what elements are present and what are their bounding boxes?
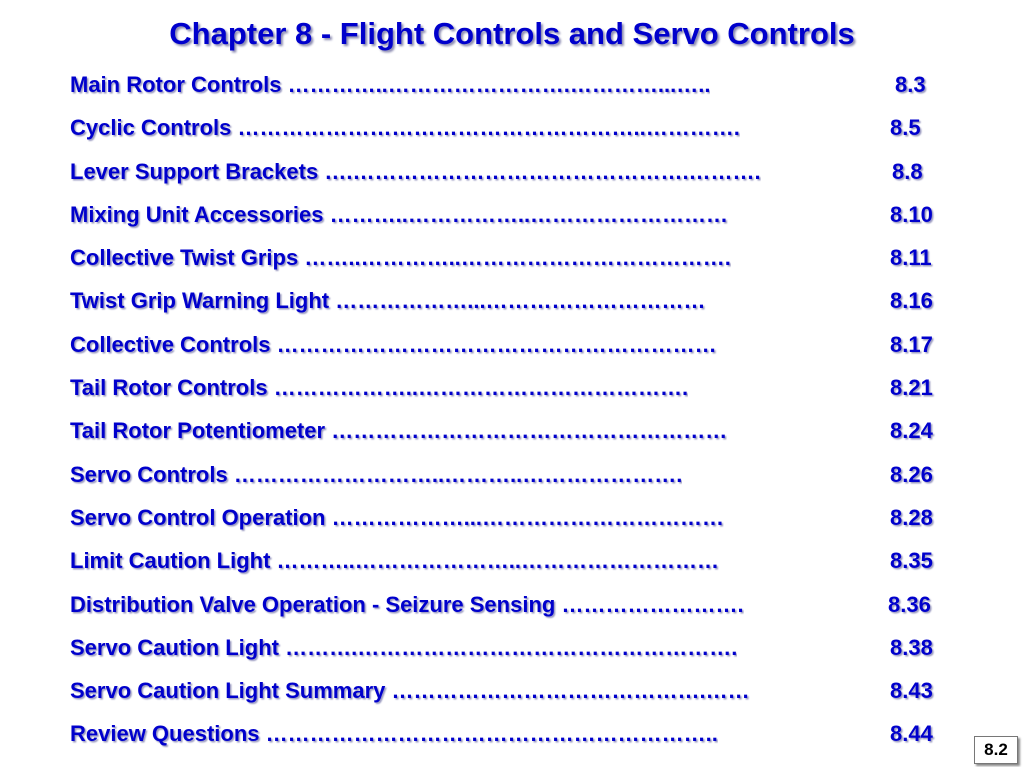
toc-entry-text	[70, 200, 728, 230]
toc-entry-text	[70, 590, 744, 620]
toc-entry-text	[70, 243, 731, 273]
toc-entry-title: Collective Controls	[70, 331, 271, 357]
toc-entry-leader-dots: ………………………………………………	[331, 418, 728, 444]
toc-entry-title: Distribution Valve Operation -	[70, 591, 386, 617]
toc-entry-text	[70, 113, 740, 143]
toc-entry-leader-dots: ……………………………………………………	[276, 331, 717, 357]
toc-entry-leader-dots: ……………………………………………………..	[265, 721, 718, 747]
toc-entry-text	[70, 373, 688, 403]
toc-entry-title: Tail Rotor Potentiometer	[70, 418, 326, 444]
toc-entry	[70, 633, 950, 676]
toc-entry-text	[70, 546, 719, 576]
toc-entry-page-number: 8.28	[890, 504, 933, 530]
toc-entry-text	[70, 416, 727, 446]
toc-entry-leader-dots: …………………….	[561, 591, 744, 617]
toc-entry-text	[70, 719, 718, 749]
toc-entry-page-number: 8.17	[890, 331, 933, 357]
toc-entry-text	[70, 286, 706, 316]
toc-entry	[70, 373, 950, 416]
toc-entry-page-number: 8.3	[895, 72, 926, 97]
toc-entry-page-number: 8.24	[890, 418, 933, 444]
toc-entry-subtitle: Seizure Sensing	[385, 591, 556, 617]
toc-entry-page-number: 8.26	[890, 461, 933, 487]
toc-entry	[70, 546, 950, 589]
toc-entry-page-number: 8.35	[890, 548, 933, 574]
toc-entry	[70, 243, 950, 286]
toc-entry-page-number: 8.36	[888, 591, 931, 617]
toc-entry-title: Servo Caution Light Summary	[70, 678, 386, 704]
toc-entry-title: Collective Twist Grips	[70, 245, 299, 271]
toc-entry-leader-dots: ………………...…………………………	[335, 288, 706, 314]
toc-entry-title: Lever Support Brackets	[70, 158, 319, 184]
toc-entry-title: Mixing Unit Accessories	[70, 201, 324, 227]
toc-entry-leader-dots: ………………………..………..………………….	[233, 461, 683, 487]
toc-entry-page-number: 8.38	[890, 634, 933, 660]
toc-entry-page-number: 8.44	[890, 721, 933, 747]
toc-entry-page-number: 8.10	[890, 201, 933, 227]
toc-entry-title: Servo Control Operation	[70, 504, 326, 530]
toc-entry	[70, 460, 950, 503]
toc-entry	[70, 590, 950, 633]
toc-entry-text	[70, 157, 761, 187]
toc-entry	[70, 416, 950, 459]
toc-entry	[70, 113, 950, 156]
page-title: Chapter 8 - Flight Controls and Servo Controls	[169, 16, 855, 51]
toc-entry	[70, 719, 950, 762]
toc-entry	[70, 70, 950, 113]
toc-entry-title: Servo Caution Light	[70, 634, 279, 660]
toc-entry-page-number: 8.43	[890, 678, 933, 704]
toc-entry	[70, 330, 950, 373]
toc-entry-title: Servo Controls	[70, 461, 228, 487]
toc-entry-leader-dots: ………..…………………..………………………	[276, 548, 719, 574]
toc-entry-text	[70, 633, 737, 663]
toc-entry-title: Cyclic Controls	[70, 115, 232, 141]
toc-entry	[70, 200, 950, 243]
toc-entry-page-number: 8.16	[890, 288, 933, 314]
toc-entry-text	[70, 330, 717, 360]
toc-entry-page-number: 8.8	[892, 158, 923, 184]
toc-entry-text	[70, 460, 682, 490]
toc-entry-leader-dots: ………..……………..………………………	[329, 201, 729, 227]
toc-entry-text	[70, 70, 710, 100]
toc-entry-leader-dots: ……..…………..……………………………….	[304, 245, 731, 271]
toc-entry-leader-dots: ……….…………………………………………….	[285, 634, 738, 660]
toc-entry-title: Main Rotor Controls	[70, 72, 282, 97]
toc-entry-text	[70, 676, 750, 706]
toc-entry-leader-dots: ….……………………………………….……….	[324, 158, 761, 184]
toc-entry-title: Twist Grip Warning Light	[70, 288, 330, 314]
toc-entry-leader-dots: ………………..……………………………….	[273, 375, 689, 401]
toc-entry-page-number: 8.11	[890, 245, 932, 271]
page-number-badge: 8.2	[974, 736, 1018, 764]
toc-entry-leader-dots: …………………………………….……	[391, 678, 750, 704]
toc-entry-title: Limit Caution Light	[70, 548, 271, 574]
toc-entry-text	[70, 503, 724, 533]
toc-entry-leader-dots: ………………………………………………..………….	[237, 115, 740, 141]
toc-entry-title: Tail Rotor Controls	[70, 375, 268, 401]
toc-entry-leader-dots: ………………...……………………………	[331, 504, 724, 530]
toc-entry	[70, 286, 950, 329]
toc-entry-leader-dots: …………..…………………….…………...…..	[287, 72, 711, 97]
table-of-contents	[70, 70, 950, 763]
toc-entry	[70, 157, 950, 200]
toc-entry-title: Review Questions	[70, 721, 260, 747]
toc-entry	[70, 503, 950, 546]
toc-entry	[70, 676, 950, 719]
toc-entry-page-number: 8.21	[890, 375, 933, 401]
toc-entry-page-number: 8.5	[890, 115, 921, 141]
